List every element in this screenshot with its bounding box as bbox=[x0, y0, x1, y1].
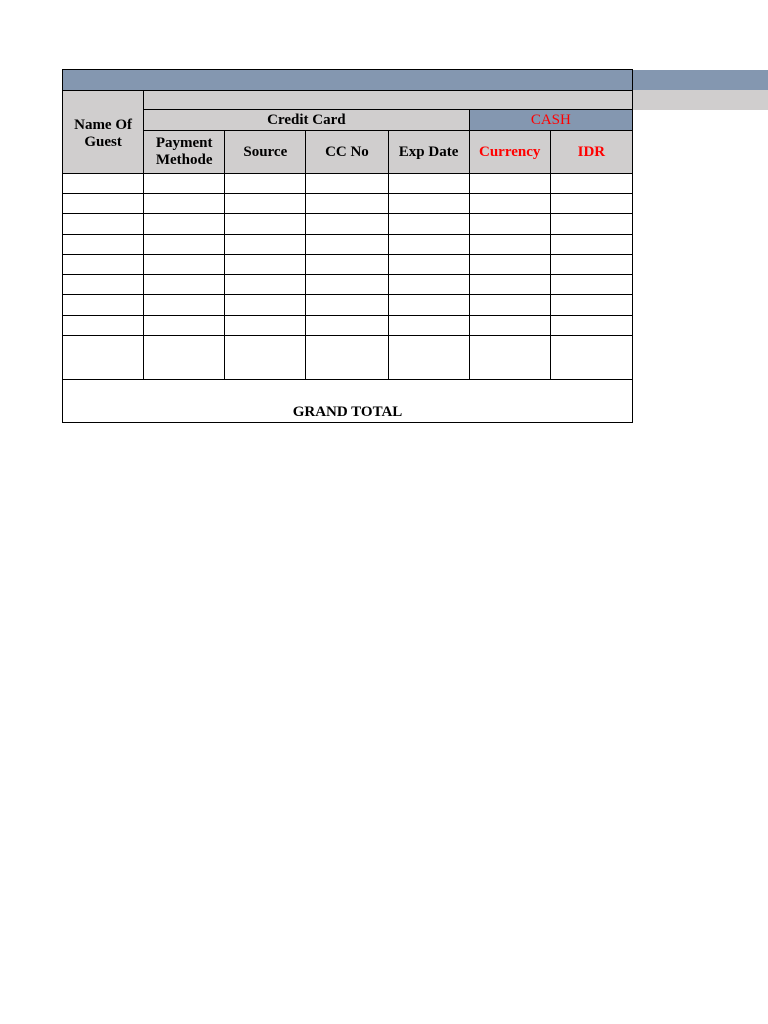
cc-no-cell bbox=[306, 336, 388, 380]
grand-total-row bbox=[63, 380, 633, 423]
exp-date-cell bbox=[388, 255, 469, 275]
name-of-guest-header: Name Of Guest bbox=[63, 91, 144, 174]
currency-cell bbox=[469, 214, 550, 235]
idr-cell bbox=[550, 275, 632, 295]
cc-no-cell bbox=[306, 174, 388, 194]
table-body bbox=[63, 70, 633, 423]
grand-total-label: GRAND TOTAL bbox=[63, 380, 633, 423]
header-row-2 bbox=[63, 110, 633, 131]
table-row bbox=[63, 214, 633, 235]
cc-no-cell bbox=[306, 255, 388, 275]
guest-name-cell bbox=[63, 275, 144, 295]
guest-name-cell bbox=[63, 194, 144, 214]
source-cell bbox=[225, 214, 306, 235]
table-row bbox=[63, 235, 633, 255]
cc-no-cell bbox=[306, 235, 388, 255]
blank-header-cell bbox=[144, 91, 633, 110]
payment-table bbox=[62, 69, 633, 423]
table-row bbox=[63, 174, 633, 194]
payment-methode-cell bbox=[144, 316, 225, 336]
idr-cell bbox=[550, 194, 632, 214]
exp-date-cell bbox=[388, 214, 469, 235]
currency-cell bbox=[469, 275, 550, 295]
exp-date-cell bbox=[388, 316, 469, 336]
payment-methode-header: Payment Methode bbox=[144, 131, 225, 174]
table-row bbox=[63, 336, 633, 380]
payment-methode-cell bbox=[144, 336, 225, 380]
subheader-band-extension bbox=[632, 90, 768, 110]
idr-cell bbox=[550, 336, 632, 380]
exp-date-cell bbox=[388, 235, 469, 255]
payment-methode-cell bbox=[144, 174, 225, 194]
source-header: Source bbox=[225, 131, 306, 174]
exp-date-cell bbox=[388, 336, 469, 380]
source-cell bbox=[225, 295, 306, 316]
guest-name-cell bbox=[63, 235, 144, 255]
cc-no-cell bbox=[306, 295, 388, 316]
currency-cell bbox=[469, 336, 550, 380]
cc-no-header: CC No bbox=[306, 131, 388, 174]
payment-methode-cell bbox=[144, 275, 225, 295]
source-cell bbox=[225, 255, 306, 275]
guest-name-cell bbox=[63, 336, 144, 380]
payment-methode-cell bbox=[144, 214, 225, 235]
guest-name-cell bbox=[63, 214, 144, 235]
credit-card-header: Credit Card bbox=[144, 110, 470, 131]
currency-cell bbox=[469, 295, 550, 316]
source-cell bbox=[225, 235, 306, 255]
source-cell bbox=[225, 174, 306, 194]
source-cell bbox=[225, 275, 306, 295]
header-row-1 bbox=[63, 91, 633, 110]
payment-methode-cell bbox=[144, 295, 225, 316]
cc-no-cell bbox=[306, 316, 388, 336]
source-cell bbox=[225, 316, 306, 336]
currency-cell bbox=[469, 316, 550, 336]
payment-methode-cell bbox=[144, 255, 225, 275]
exp-date-header: Exp Date bbox=[388, 131, 469, 174]
cc-no-cell bbox=[306, 214, 388, 235]
source-cell bbox=[225, 194, 306, 214]
currency-cell bbox=[469, 235, 550, 255]
exp-date-cell bbox=[388, 295, 469, 316]
idr-cell bbox=[550, 174, 632, 194]
exp-date-cell bbox=[388, 174, 469, 194]
currency-cell bbox=[469, 194, 550, 214]
idr-cell bbox=[550, 235, 632, 255]
cc-no-cell bbox=[306, 275, 388, 295]
idr-cell bbox=[550, 295, 632, 316]
exp-date-cell bbox=[388, 194, 469, 214]
exp-date-cell bbox=[388, 275, 469, 295]
cash-header: CASH bbox=[469, 110, 632, 131]
title-band-row bbox=[63, 70, 633, 91]
guest-name-cell bbox=[63, 295, 144, 316]
source-cell bbox=[225, 336, 306, 380]
guest-name-cell bbox=[63, 255, 144, 275]
guest-name-cell bbox=[63, 174, 144, 194]
idr-cell bbox=[550, 316, 632, 336]
table-row bbox=[63, 316, 633, 336]
currency-cell bbox=[469, 174, 550, 194]
table-row bbox=[63, 295, 633, 316]
currency-header: Currency bbox=[469, 131, 550, 174]
table-row bbox=[63, 194, 633, 214]
table-row bbox=[63, 275, 633, 295]
currency-cell bbox=[469, 255, 550, 275]
title-band-cell bbox=[63, 70, 633, 91]
header-band-extension bbox=[632, 70, 768, 90]
guest-name-cell bbox=[63, 316, 144, 336]
payment-methode-cell bbox=[144, 194, 225, 214]
idr-cell bbox=[550, 214, 632, 235]
header-row-3 bbox=[63, 131, 633, 153]
payment-methode-cell bbox=[144, 235, 225, 255]
cc-no-cell bbox=[306, 194, 388, 214]
idr-cell bbox=[550, 255, 632, 275]
idr-header: IDR bbox=[550, 131, 632, 174]
table-row bbox=[63, 255, 633, 275]
